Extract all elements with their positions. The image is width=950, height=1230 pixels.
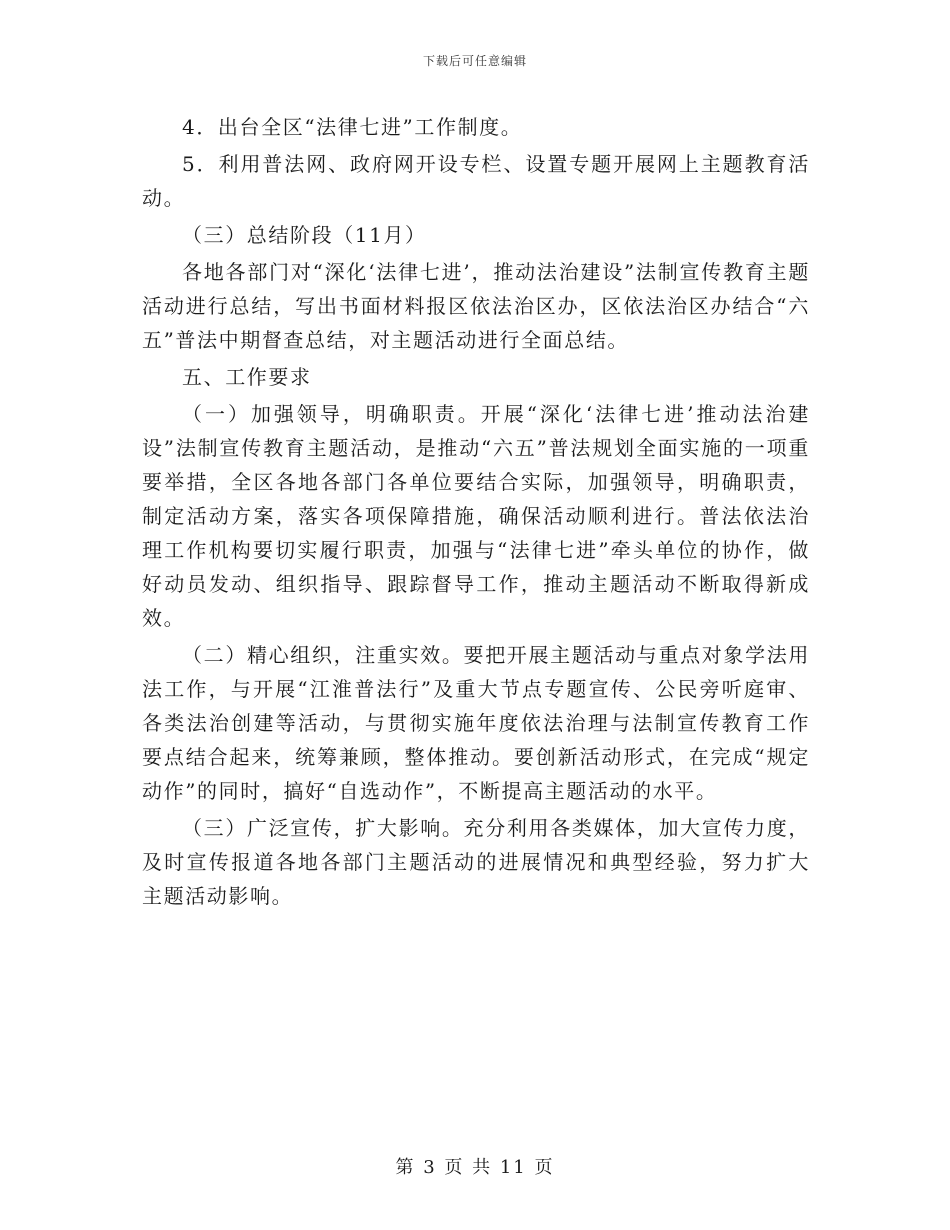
section-heading-work-requirements: 五、工作要求 — [182, 365, 312, 389]
paragraph-requirement-2: （二）精心组织，注重实效。要把开展主题活动与重点对象学法用法工作，与开展“江淮普法行”及重大节点专题宣传、公民旁听庭审、各类法治创建等活动，与贯彻实施年度依法治理与法制宣传教育工作要点结合起来，统筹兼顾，整体推动。要创新活动形式，在完成“规定动作”的同时，搞好“自选动作”，不断提高主题活动的水平。 — [142, 643, 810, 803]
paragraph-requirement-3: （三）广泛宣传，扩大影响。充分利用各类媒体，加大宣传力度，及时宣传报道各地各部门主题活动的进展情况和典型经验，努力扩大主题活动影响。 — [142, 816, 810, 908]
paragraph-item-5: 5．利用普法网、政府网开设专栏、设置专题开展网上主题教育活动。 — [142, 152, 810, 210]
paragraph-summary: 各地各部门对“深化‘法律七进’，推动法治建设”法制宣传教育主题活动进行总结，写出书面材料报区依法治区办，区依法治区办结合“六五”普法中期督查总结，对主题活动进行全面总结。 — [142, 260, 810, 352]
page-header: 下载后可任意编辑 — [422, 54, 527, 68]
document-body — [142, 110, 810, 913]
page-number-footer: 第 3 页 共 11 页 — [395, 1157, 555, 1178]
section-heading-summary-stage: （三）总结阶段（11月） — [182, 223, 427, 247]
paragraph-requirement-1: （一）加强领导，明确职责。开展“深化‘法律七进’推动法治建设”法制宣传教育主题活动，是推动“六五”普法规划全面实施的一项重要举措，全区各地各部门各单位要结合实际，加强领导，明确职责，制定活动方案，落实各项保障措施，确保活动顺利进行。普法依法治理工作机构要切实履行职责，加强与“法律七进”牵头单位的协作，做好动员发动、组织指导、跟踪督导工作，推动主题活动不断取得新成效。 — [142, 402, 810, 630]
paragraph-item-4: 4．出台全区“法律七进”工作制度。 — [182, 115, 523, 139]
